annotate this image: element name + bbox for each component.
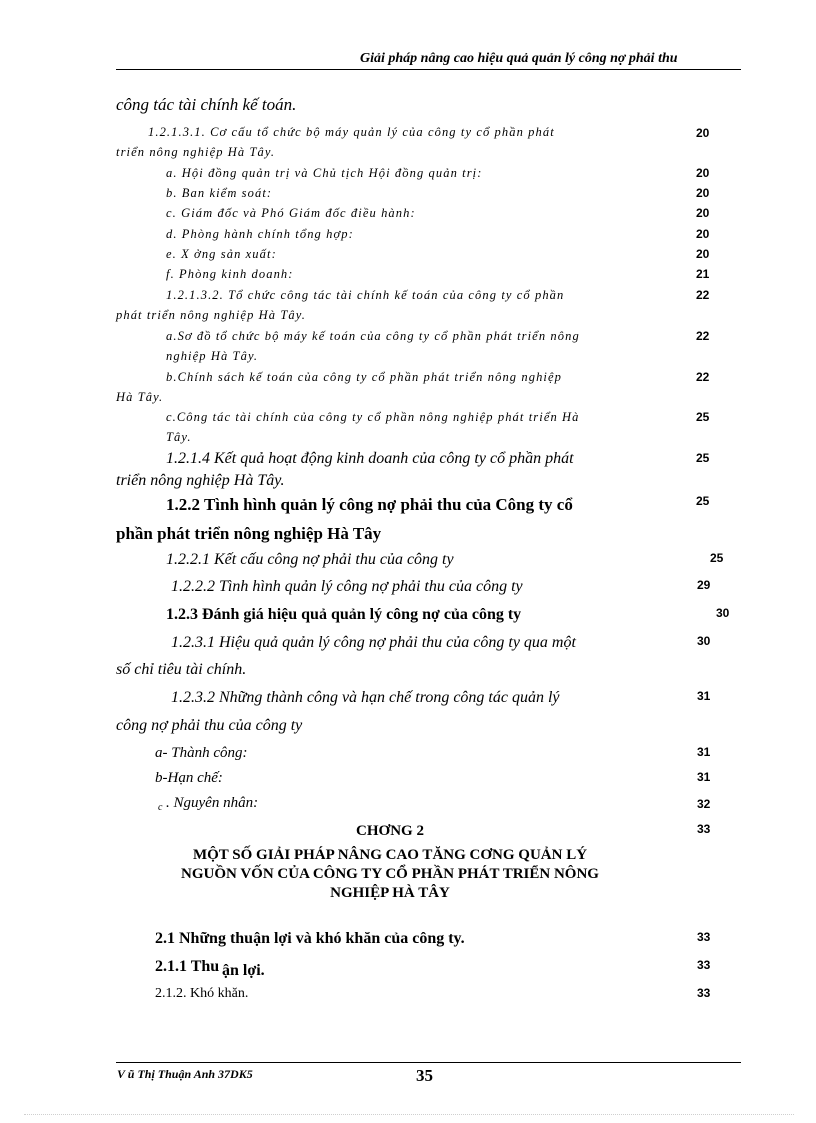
running-header: Giải pháp nâng cao hiệu quả quản lý công nợ phải thu (360, 51, 678, 66)
toc-line: 1.2.2 Tình hình quản lý công nợ phải thu của Công ty cổ (166, 495, 573, 514)
toc-line: c.Công tác tài chính của công ty cổ phần nông nghiệp phát triển Hà (166, 410, 580, 424)
toc-line: c (158, 802, 163, 813)
toc-page: 22 (696, 370, 710, 384)
chapter-title-line: NGHIỆP HÀ TÂY (330, 885, 450, 901)
toc-line: a.Sơ đồ tổ chức bộ máy kế toán của công ty cổ phần phát triển nông (166, 329, 580, 343)
toc-page: 31 (697, 689, 711, 703)
toc-line: b.Chính sách kế toán của công ty cổ phần phát triển nông nghiệp (166, 370, 562, 384)
toc-line: c. Giám đốc và Phó Giám đốc điều hành: (166, 206, 416, 220)
toc-line: 1.2.2.2 Tình hình quản lý công nợ phải thu của công ty (171, 578, 523, 595)
toc-line: phát triển nông nghiệp Hà Tây. (116, 308, 306, 322)
toc-line: Tây. (166, 430, 192, 444)
header-divider (116, 69, 741, 70)
toc-line: 2.1.2. Khó khăn. (155, 986, 249, 1001)
toc-line: 1.2.3.2 Những thành công và hạn chế trong công tác quản lý (171, 689, 560, 706)
toc-line: nghiệp Hà Tây. (166, 349, 259, 363)
toc-page: 22 (696, 288, 710, 302)
toc-line: . Nguyên nhân: (166, 795, 259, 811)
toc-page: 25 (696, 494, 710, 508)
toc-line: a. Hội đồng quản trị và Chủ tịch Hội đồng quản trị: (166, 166, 483, 180)
toc-line: ận lợi. (222, 962, 265, 979)
toc-line: e. X ởng sản xuất: (166, 247, 277, 261)
toc-page: 20 (696, 206, 710, 220)
toc-line: 1.2.1.4 Kết quả hoạt động kinh doanh của công ty cổ phần phát (166, 450, 574, 467)
toc-page: 33 (697, 930, 711, 944)
toc-line: 2.1.1 Thu (155, 958, 220, 975)
toc-line: 1.2.1.3.2. Tổ chức công tác tài chính kế toán của công ty cổ phần (166, 288, 565, 302)
chapter-heading: CHƠNG 2 (356, 823, 424, 839)
footer-divider (116, 1062, 741, 1063)
toc-line: f. Phòng kinh doanh: (166, 267, 294, 281)
toc-page: 20 (696, 166, 710, 180)
chapter-title-line: MỘT SỐ GIẢI PHÁP NÂNG CAO TĂNG CƠNG QUẢN LÝ (192, 847, 588, 863)
toc-page: 25 (696, 451, 710, 465)
toc-page: 22 (696, 329, 710, 343)
toc-page: 20 (696, 186, 710, 200)
toc-line: Hà Tây. (116, 390, 164, 404)
toc-page: 20 (696, 247, 710, 261)
toc-line: phần phát triển nông nghiệp Hà Tây (116, 524, 382, 543)
toc-page: 20 (696, 227, 710, 241)
toc-line: 1.2.1.3.1. Cơ cấu tổ chức bộ máy quản lý của công ty cổ phần phát (148, 125, 555, 139)
toc-page: 20 (696, 126, 710, 140)
toc-page: 25 (696, 410, 710, 424)
page-number: 35 (416, 1066, 433, 1085)
chapter-title-line: NGUỒN VỐN CỦA CÔNG TY CỔ PHẦN PHÁT TRIỂN NÔNG (181, 866, 599, 882)
toc-line: số chỉ tiêu tài chính. (116, 661, 247, 678)
toc-line: 1.2.2.1 Kết cấu công nợ phải thu của công ty (166, 551, 454, 568)
toc-line: a- Thành công: (155, 745, 248, 761)
toc-page: 33 (697, 958, 711, 972)
toc-line: công tác tài chính kế toán. (116, 95, 297, 114)
toc-page: 32 (697, 797, 711, 811)
toc-line: 1.2.3 Đánh giá hiệu quả quản lý công nợ của công ty (166, 606, 522, 623)
toc-page: 30 (697, 634, 711, 648)
toc-line: công nợ phải thu của công ty (116, 717, 303, 734)
toc-line: b-Hạn chế: (155, 770, 223, 786)
toc-line: 1.2.3.1 Hiệu quả quản lý công nợ phải thu của công ty qua một (171, 634, 576, 651)
footer-author: V ũ Thị Thuận Anh 37DK5 (117, 1067, 253, 1081)
page-bottom-border (24, 1114, 794, 1115)
toc-line: triển nông nghiệp Hà Tây. (116, 145, 276, 159)
toc-line: 2.1 Những thuận lợi và khó khăn của công ty. (155, 930, 465, 947)
toc-page: 21 (696, 267, 710, 281)
toc-line: triển nông nghiệp Hà Tây. (116, 472, 285, 489)
toc-page: 30 (716, 606, 730, 620)
toc-page: 31 (697, 770, 711, 784)
toc-page: 25 (710, 551, 724, 565)
toc-line: b. Ban kiểm soát: (166, 186, 273, 200)
toc-page: 29 (697, 578, 711, 592)
toc-line: d. Phòng hành chính tổng hợp: (166, 227, 354, 241)
toc-page: 33 (697, 822, 711, 836)
toc-page: 31 (697, 745, 711, 759)
toc-page: 33 (697, 986, 711, 1000)
